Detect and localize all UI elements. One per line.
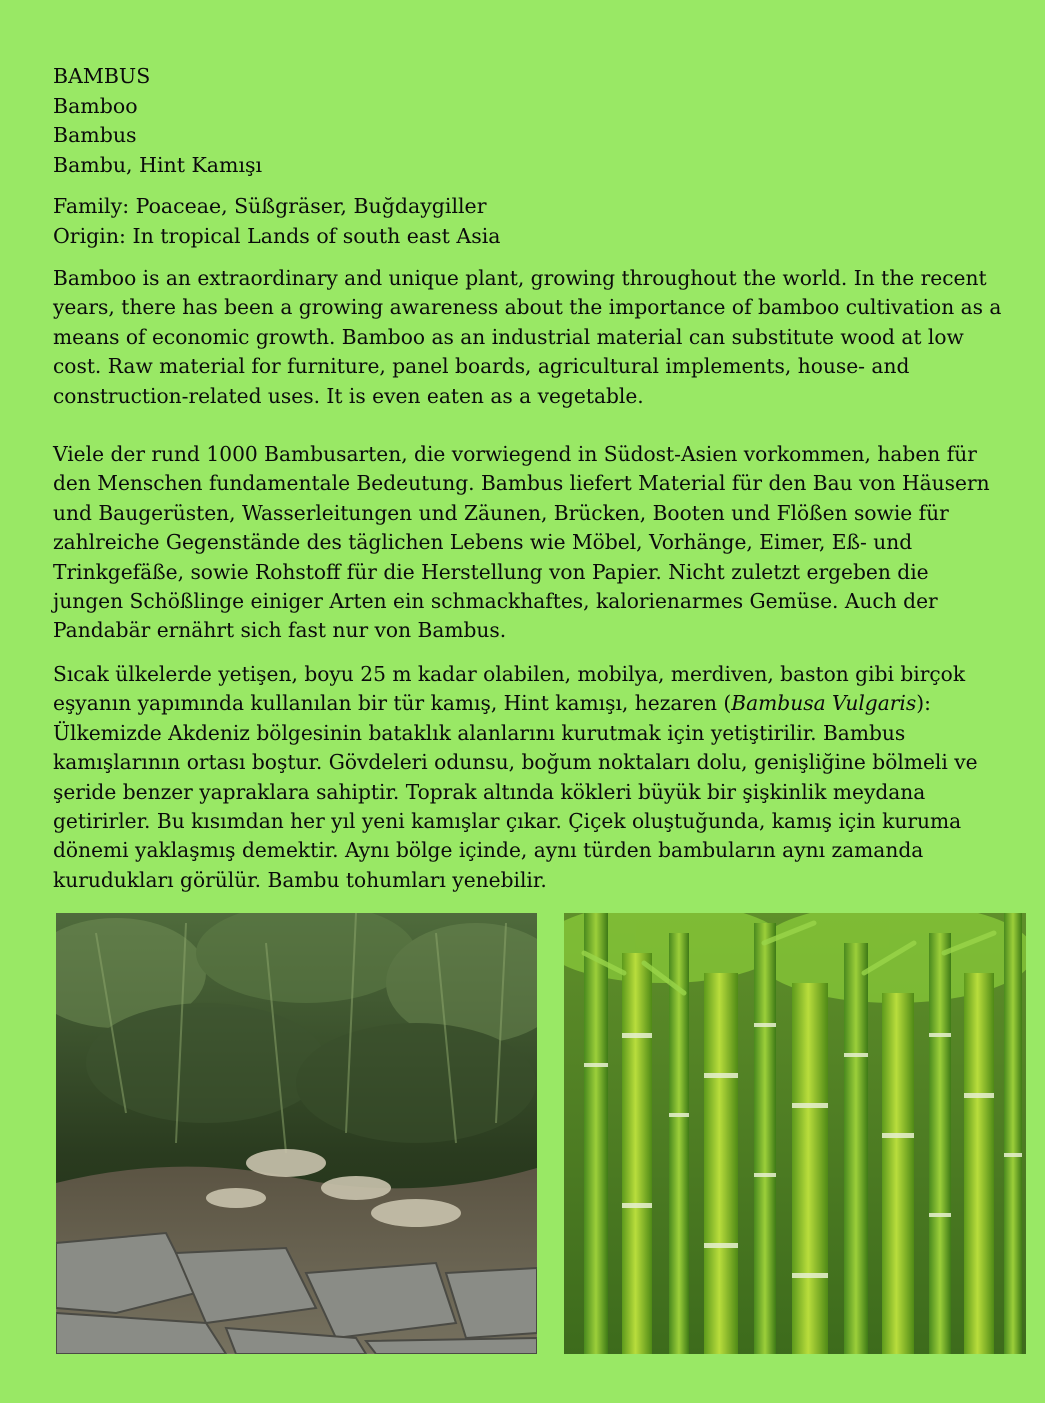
meta-block: [53, 192, 1003, 251]
paragraph-turkish-end: ): Ülkemizde Akdeniz bölgesinin bataklık alanlarını kurutmak için yetiştirilir. Bambus kamışlarının ortası boştur. Gövdeleri odunsu, boğum noktaları dolu, genişliğine bölmeli ve şeride benzer yapraklara sahiptir. Toprak altında kökleri büyük bir şişkinlik meydana getirirler. Bu kısımdan her yıl yeni kamışlar çıkar. Çiçek oluştuğunda, kamış için kuruma dönemi yaklaşmış demektir. Aynı bölge içinde, aynı türden bambuların aynı zamanda kurudukları görülür. Bambu tohumları yenebilir.: [53, 691, 978, 892]
paragraph-german: Viele der rund 1000 Bambusarten, die vorwiegend in Südost-Asien vorkommen, haben für den Menschen fundamentale Bedeutung. Bambus liefert Material für den Bau von Häusern und Baugerüsten, Wasserleitungen und Zäunen, Brücken, Booten und Flößen sowie für zahlreiche Gegenstände des täglichen Lebens wie Möbel, Vorhänge, Eimer, Eß- und Trinkgefäße, sowie Rohstoff für die Herstellung von Papier. Nicht zuletzt ergeben die jungen Schößlinge einiger Arten ein schmackhaftes, kalorienarmes Gemüse. Auch der Pandabär ernährt sich fast nur von Bambus.: [53, 442, 990, 643]
name-english: Bamboo: [53, 93, 138, 118]
document-text: [53, 62, 1003, 895]
photo-bamboo-stalks: [564, 913, 1026, 1354]
family-line: Family: Poaceae, Süßgräser, Buğdaygiller: [53, 194, 487, 218]
name-german: Bambus: [53, 123, 137, 147]
bamboo-thicket-illustration: [56, 913, 537, 1354]
photo-bamboo-thicket: [56, 913, 537, 1354]
paragraph-turkish: [53, 660, 1003, 895]
name-turkish: Bambu, Hint Kamışı: [53, 152, 263, 177]
title-upper: BAMBUS: [53, 64, 151, 88]
origin-line: Origin: In tropical Lands of south east Asia: [53, 223, 501, 248]
bamboo-stalks-illustration: [564, 913, 1026, 1354]
paragraph-turkish-start: Sıcak ülkelerde yetişen, boyu 25 m kadar olabilen, mobilya, merdiven, baston gibi birçok eşyanın yapımında kullanılan bir tür kamış, Hint kamışı, hezaren (: [53, 661, 966, 716]
paragraph-english: Bamboo is an extraordinary and unique plant, growing throughout the world. In the recent years, there has been a growing awareness about the importance of bamboo cultivation as a means of economic growth. Bamboo as an industrial material can substitute wood at low cost. Raw material for furniture, panel boards, agricultural implements, house- and construction-related uses. It is even eaten as a vegetable.: [53, 266, 1002, 408]
title-block: [53, 62, 1003, 180]
species-name: Bambusa Vulgaris: [731, 691, 917, 716]
